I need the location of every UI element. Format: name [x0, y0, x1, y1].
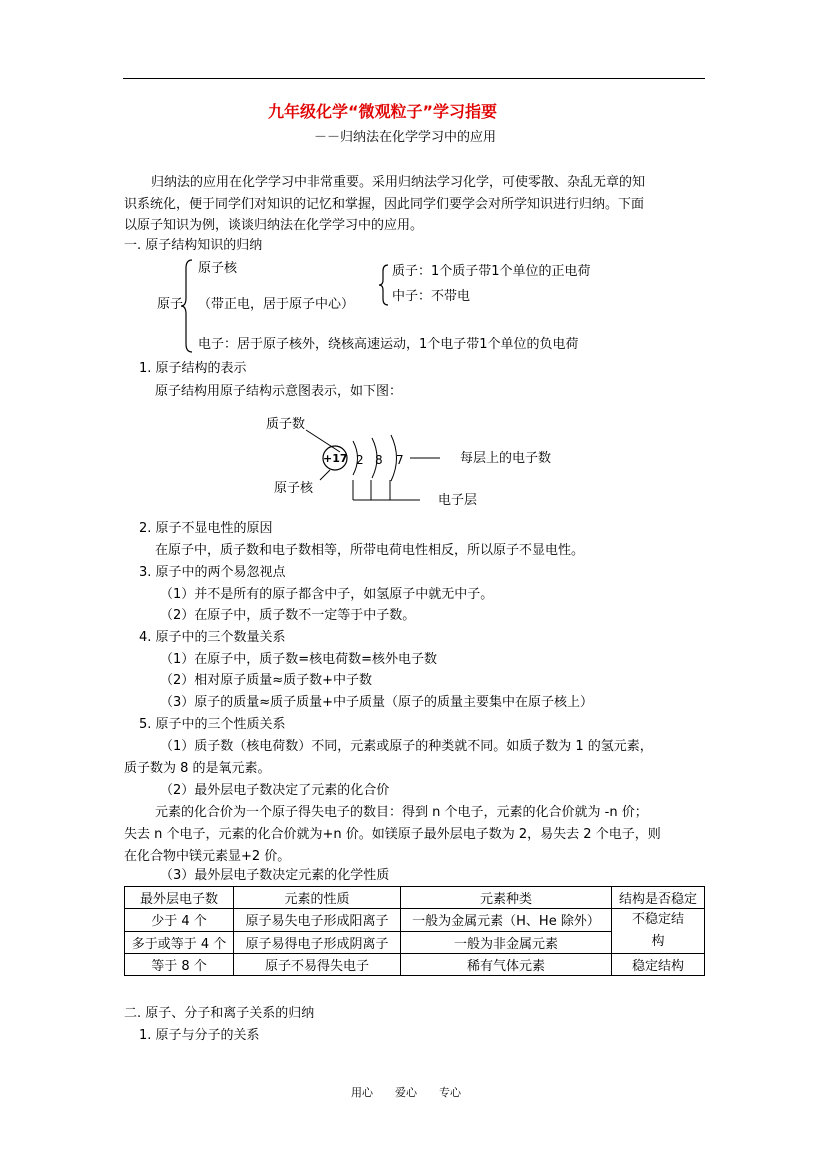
tree-nucleus: 原子核 — [198, 261, 238, 276]
table-cell: 原子不易得失电子 — [234, 954, 401, 976]
proton-pointer-line — [306, 430, 340, 452]
diagram-nucleus-charge: +17 — [323, 452, 348, 465]
section2-heading: 二. 原子、分子和离子关系的归纳 — [124, 1006, 315, 1021]
item5-title: 5. 原子中的三个性质关系 — [139, 717, 286, 732]
shell-count-3: 7 — [396, 453, 404, 467]
item1-text: 原子结构用原子结构示意图表示，如下图： — [155, 384, 403, 399]
table-header-cell: 结构是否稳定 — [612, 887, 705, 909]
table-header-row — [125, 887, 705, 909]
intro-line-3: 以原子知识为例，谈谈归纳法在化学学习中的应用。 — [124, 218, 424, 233]
item5-p2-line-2: 失去 n 个电子，元素的化合价就为+n 价。如镁原子最外层电子数为 2，易失去 2 个电子，则 — [124, 827, 661, 842]
nucleus-pointer-line — [320, 470, 330, 480]
page-footer: 用心 爱心 专心 — [351, 1086, 461, 1099]
item4-line-3: （3）原子的质量≈质子质量+中子质量（原子的质量主要集中在原子核上） — [160, 695, 594, 710]
tree-left-brace — [180, 258, 194, 354]
tree-electron: 电子：居于原子核外，绕核高速运动，1个电子带1个单位的负电荷 — [198, 337, 579, 352]
tree-neutron: 中子：不带电 — [392, 289, 471, 304]
diagram-proton-label: 质子数 — [266, 417, 306, 432]
item5-p1-line-1: （1）质子数（核电荷数）不同，元素或原子的种类就不同。如质子数为 1 的氢元素， — [160, 739, 653, 754]
item3-title: 3. 原子中的两个易忽视点 — [139, 565, 286, 580]
item5-p1-line-2: 质子数为 8 的是氧元素。 — [124, 761, 271, 776]
tree-nucleus-note: （带正电，居于原子中心） — [198, 297, 355, 312]
table-cell: 少于 4 个 — [125, 909, 234, 932]
item3-line-2: （2）在原子中，质子数不一定等于中子数。 — [160, 608, 416, 623]
diagram-shell-label: 电子层 — [438, 493, 478, 508]
section1-heading: 一. 原子结构知识的归纳 — [124, 238, 263, 253]
item4-line-1: （1）在原子中，质子数=核电荷数=核外电子数 — [160, 652, 438, 667]
table-header-cell: 最外层电子数 — [125, 887, 234, 909]
electron-properties-table — [124, 886, 705, 976]
item3-line-1: （1）并不是所有的原子都含中子，如氢原子中就无中子。 — [160, 587, 494, 602]
intro-paragraph — [124, 172, 714, 237]
tree-root: 原子 — [157, 297, 184, 312]
item2-text: 在原子中，质子数和电子数相等，所带电荷电性相反，所以原子不显电性。 — [155, 543, 585, 558]
item2-title: 2. 原子不显电性的原因 — [139, 521, 273, 536]
atom-structure-diagram — [260, 408, 580, 518]
page-subtitle: －－归纳法在化学学习中的应用 — [314, 130, 497, 145]
table-cell: 一般为非金属元素 — [401, 931, 612, 954]
header-rule — [123, 78, 705, 79]
diagram-nucleus-label: 原子核 — [274, 481, 314, 496]
item4-title: 4. 原子中的三个数量关系 — [139, 630, 286, 645]
item5-p2-title: （2）最外层电子数决定了元素的化合价 — [160, 783, 390, 798]
item5-p3-title: （3）最外层电子数决定元素的化学性质 — [160, 868, 390, 883]
table-cell: 原子易失电子形成阳离子 — [234, 909, 401, 932]
shell-count-2: 8 — [375, 453, 383, 467]
table-cell-merged: 不稳定结构 — [612, 909, 705, 954]
table-cell: 等于 8 个 — [125, 954, 234, 976]
table-cell: 稳定结构 — [612, 954, 705, 976]
table-cell: 一般为金属元素（H、He 除外） — [401, 909, 612, 932]
table-cell: 多于或等于 4 个 — [125, 931, 234, 954]
intro-line-2: 识系统化，便于同学们对知识的记忆和掌握，因此同学们要学会对所学知识进行归纳。下面 — [124, 196, 645, 212]
shell-count-1: 2 — [356, 453, 364, 467]
tree-proton: 质子：1个质子带1个单位的正电荷 — [392, 264, 591, 279]
table-row — [125, 909, 705, 932]
table-cell: 稀有气体元素 — [401, 954, 612, 976]
tree-nucleus-brace — [378, 263, 390, 307]
section2-item1-title: 1. 原子与分子的关系 — [139, 1028, 260, 1043]
intro-line-1: 归纳法的应用在化学学习中非常重要。采用归纳法学习化学，可使零散、杂乱无章的知 — [151, 175, 646, 190]
table-header-cell: 元素种类 — [401, 887, 612, 909]
item5-p2-line-1: 元素的化合价为一个原子得失电子的数目：得到 n 个电子，元素的化合价就为 -n 价； — [155, 805, 648, 820]
page-title: 九年级化学“微观粒子”学习指要 — [268, 102, 498, 121]
diagram-per-shell-label: 每层上的电子数 — [460, 451, 552, 466]
item4-line-2: （2）相对原子质量≈质子数+中子数 — [160, 673, 373, 688]
table-row — [125, 954, 705, 976]
item5-p2-line-3: 在化合物中镁元素显+2 价。 — [124, 849, 291, 864]
table-header-cell: 元素的性质 — [234, 887, 401, 909]
table-cell: 原子易得电子形成阴离子 — [234, 931, 401, 954]
item1-title: 1. 原子结构的表示 — [139, 361, 247, 376]
